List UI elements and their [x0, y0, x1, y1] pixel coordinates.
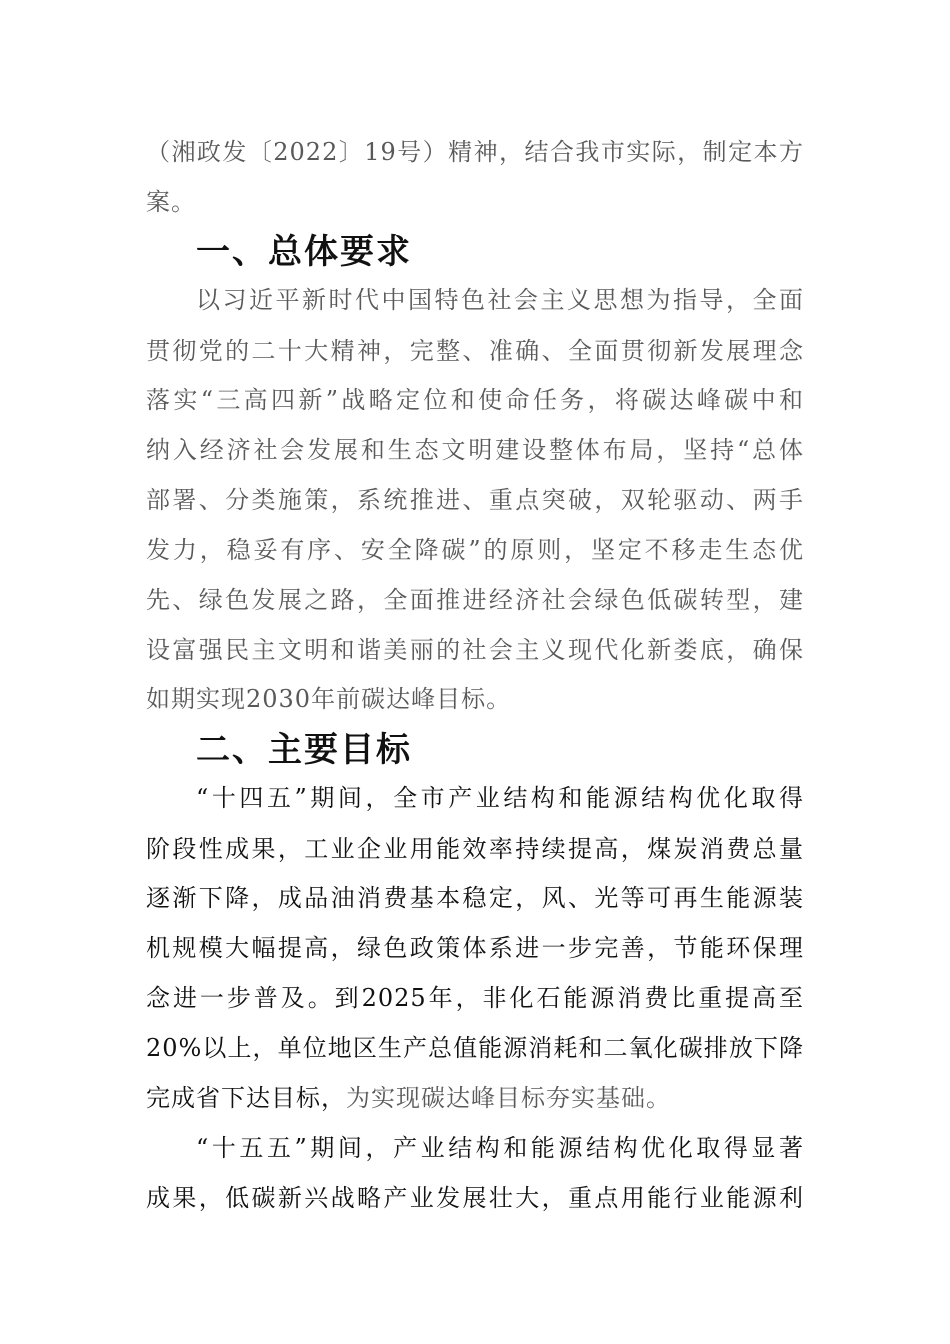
section2-p1-line-1: “十四五”期间，全市产业结构和能源结构优化取得 — [196, 784, 804, 812]
section2-p2-line-1: “十五五”期间，产业结构和能源结构优化取得显著 — [196, 1134, 804, 1162]
section1-line-3: 落实“三高四新”战略定位和使命任务，将碳达峰碳中和 — [146, 386, 804, 414]
section1-line-9: 如期实现2030年前碳达峰目标。 — [146, 685, 512, 713]
section1-line-7: 先、绿色发展之路，全面推进经济社会绿色低碳转型，建 — [146, 586, 804, 614]
section2-p1-line-5: 念进一步普及。到2025年，非化石能源消费比重提高至 — [146, 984, 804, 1012]
section-heading-main-goals: 二、主要目标 — [196, 730, 412, 770]
intro-line-1: （湘政发〔2022〕19号）精神，结合我市实际，制定本方 — [146, 138, 804, 166]
section-heading-overall-requirements: 一、总体要求 — [196, 232, 412, 272]
section1-line-6: 发力，稳妥有序、安全降碳”的原则，坚定不移走生态优 — [146, 536, 804, 564]
intro-line-2: 案。 — [146, 188, 196, 216]
section2-p2-line-2: 成果，低碳新兴战略产业发展壮大，重点用能行业能源利 — [146, 1184, 804, 1212]
section2-p1-line-7-dark: 完成省下达目标， — [146, 1084, 346, 1112]
section2-p1-line-3: 逐渐下降，成品油消费基本稳定，风、光等可再生能源装 — [146, 884, 804, 912]
section2-p1-line-4: 机规模大幅提高，绿色政策体系进一步完善，节能环保理 — [146, 934, 804, 962]
section1-line-1: 以习近平新时代中国特色社会主义思想为指导，全面 — [196, 286, 804, 314]
section1-line-4: 纳入经济社会发展和生态文明建设整体布局，坚持“总体 — [146, 436, 804, 464]
section2-p1-line-2: 阶段性成果，工业企业用能效率持续提高，煤炭消费总量 — [146, 835, 804, 863]
section2-p1-line-7-gray: 为实现碳达峰目标夯实基础。 — [346, 1084, 671, 1112]
section1-line-5: 部署、分类施策，系统推进、重点突破，双轮驱动、两手 — [146, 486, 804, 514]
section2-p1-line-6: 20%以上，单位地区生产总值能源消耗和二氧化碳排放下降 — [146, 1034, 804, 1062]
section2-p1-line-7 — [146, 1082, 804, 1114]
section1-line-8: 设富强民主文明和谐美丽的社会主义现代化新娄底，确保 — [146, 636, 804, 664]
section1-line-2: 贯彻党的二十大精神，完整、准确、全面贯彻新发展理念 — [146, 337, 804, 365]
